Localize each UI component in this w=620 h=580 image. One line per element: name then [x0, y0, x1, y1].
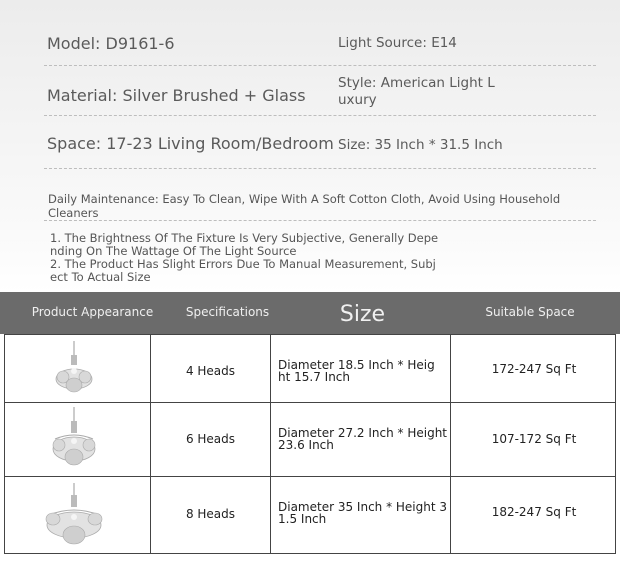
- divider: [44, 65, 596, 66]
- space-cell: 107-172 Sq Ft: [491, 432, 577, 446]
- space-label: Space: 17-23 Living Room/Bedroom: [47, 134, 334, 153]
- table-row: [5, 335, 615, 402]
- table-row: [5, 403, 615, 476]
- space-cell: 172-247 Sq Ft: [491, 362, 577, 376]
- model-label: Model: D9161-6: [47, 34, 175, 53]
- size-table: [4, 334, 616, 554]
- size-cell: Diameter 35 Inch * Height 31.5 Inch: [278, 500, 448, 526]
- size-label: Size: 35 Inch * 31.5 Inch: [338, 137, 503, 153]
- light-source-label: Light Source: E14: [338, 35, 457, 51]
- heads-cell: 4 Heads: [185, 364, 236, 378]
- maintenance-label: Daily Maintenance: Easy To Clean, Wipe With A Soft Cotton Cloth, Avoid Using Household Cleaners: [48, 192, 561, 220]
- size-cell: Diameter 27.2 Inch * Height 23.6 Inch: [278, 426, 448, 452]
- table-header: [0, 292, 620, 334]
- divider: [44, 220, 596, 221]
- chandelier-large-icon: [43, 483, 105, 547]
- heads-cell: 6 Heads: [185, 432, 236, 446]
- divider: [44, 115, 596, 116]
- heads-cell: 8 Heads: [185, 507, 236, 521]
- table-row: [5, 477, 615, 554]
- header-specifications: Specifications: [185, 305, 270, 319]
- material-label: Material: Silver Brushed + Glass: [47, 86, 306, 105]
- note-2: 2. The Product Has Slight Errors Due To Manual Measurement, Subject To Actual Size: [50, 257, 436, 284]
- size-cell: Diameter 18.5 Inch * Height 15.7 Inch: [278, 358, 435, 384]
- header-size: Size: [339, 302, 386, 327]
- chandelier-medium-icon: [49, 407, 99, 469]
- header-product-appearance: Product Appearance: [31, 305, 154, 319]
- style-label: Style: American Light L uxury: [338, 75, 495, 108]
- header-suitable-space: Suitable Space: [485, 305, 575, 319]
- space-cell: 182-247 Sq Ft: [491, 505, 577, 519]
- note-1: 1. The Brightness Of The Fixture Is Very Subjective, Generally Depending On The Wattage Of The Light Source: [50, 231, 439, 258]
- notes: [50, 232, 450, 284]
- chandelier-small-icon: [51, 341, 97, 397]
- divider: [44, 168, 596, 169]
